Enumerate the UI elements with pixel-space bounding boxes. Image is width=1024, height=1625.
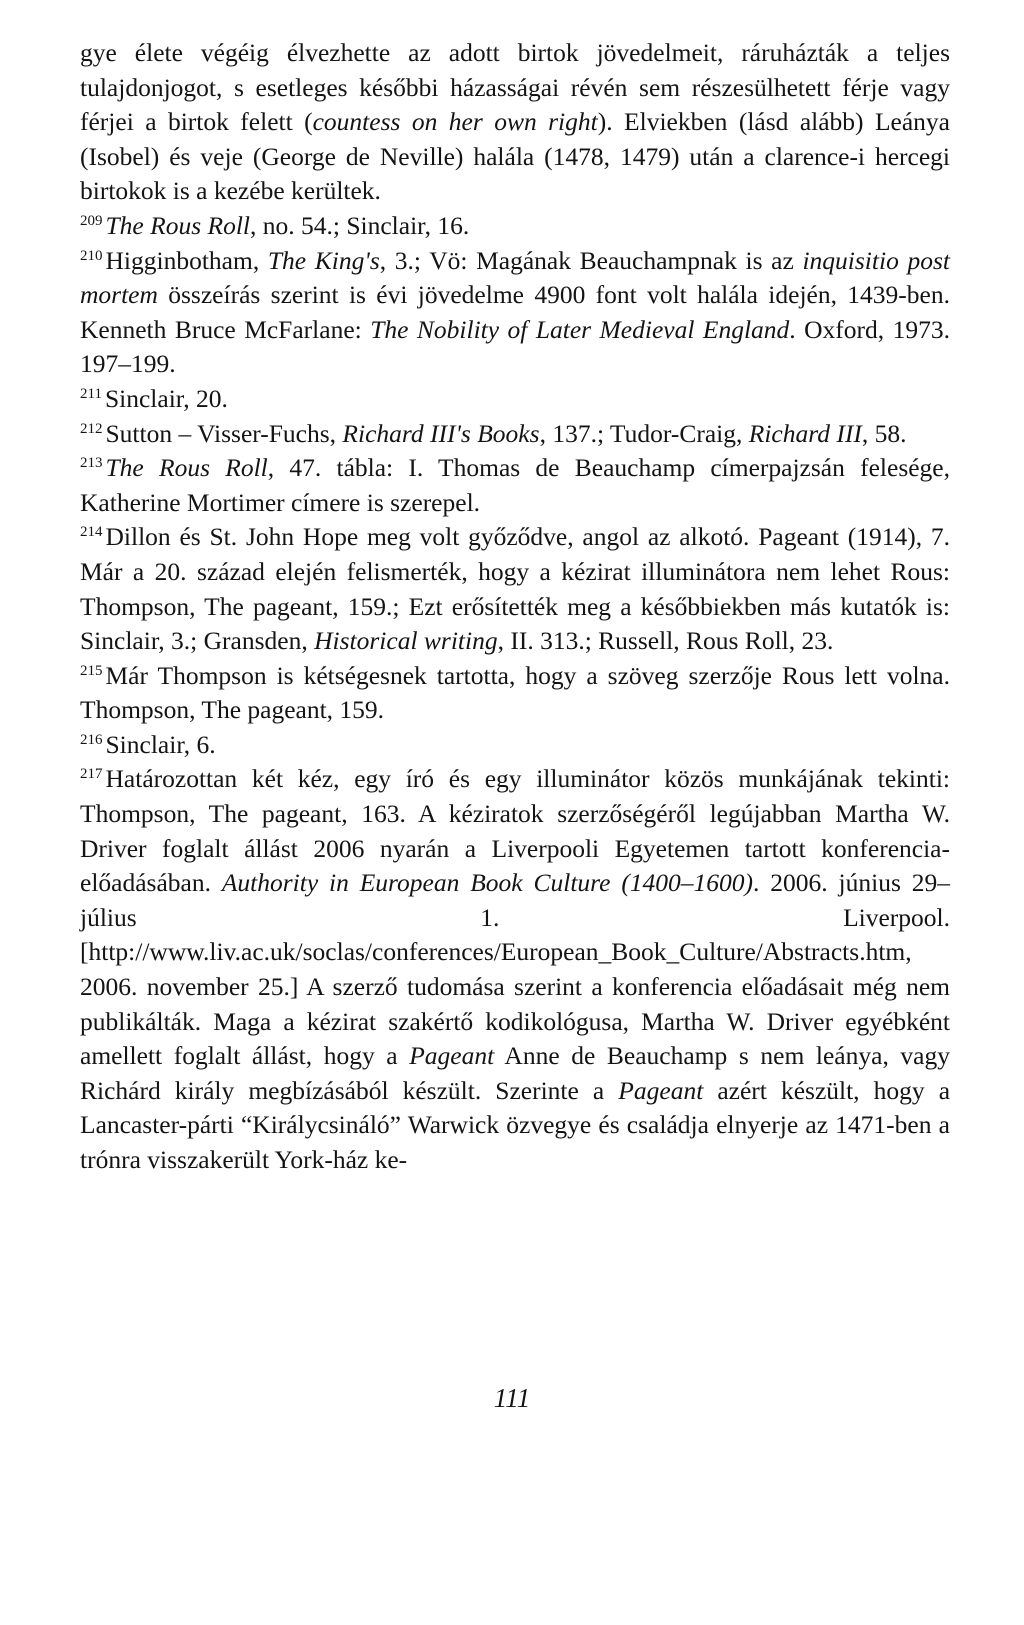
footnote-209: $^{209}$ The Rous Roll, no. 54.; Sinclair, 16. <box>80 210 470 240</box>
footnote-number: 213 <box>80 455 103 472</box>
footnote-216: $^{216}$ Sinclair, 6. <box>80 729 216 759</box>
footnote-number: 212 <box>80 420 103 437</box>
page-number: 111 <box>493 1383 531 1413</box>
footnote-213: $^{213}$ The Rous Roll, 47. tábla: I. Thomas de Beauchamp címerpajzsán felesége, Katherine Mortimer címere is szerepel. <box>80 453 951 517</box>
footnote-214: $^{214}$ Dillon és St. John Hope meg volt győződve, angol az alkotó. Pageant (1914), 7. Már a 20. század elején felismerték, hogy a kézirat illuminátora nem lehet Rous: Thompson, The pageant, 159.; Ezt erősítették meg a későbbiekben más kutatók is: Sinclair, 3.; Gransden, Historical writing, II. 313.; Russell, Rous Roll, 23. <box>80 522 950 656</box>
paragraph-continuation: gye élete végéig élvezhette az adott birtok jövedelmeit, ráruházták a teljes tulajdonjogot, s esetleges későbbi házasságai révén sem részesülhetett férje vagy férjei a birtok felett (countess on her own right). Elviekben (lásd alább) Leánya (Isobel) és veje (George de Neville) halála (1478, 1479) után a clarence-i hercegi birtokok is a kezébe kerültek. <box>80 38 950 206</box>
footnote-number: 215 <box>80 662 103 679</box>
footnote-217: $^{217}$ Határozottan két kéz, egy író és egy illuminátor közös munkájának tekinti: Thompson, The pageant, 163. A kéziratok szerzőségéről legújabban Martha W. Driver foglalt állást 2006 nyarán a Liverpooli Egyetemen tartott konferencia-előadásában. Authority in European Book Culture (1400–1600). 2006. június 29–július 1. Liverpool. [http://www.liv.ac.uk/soclas/conferences/European_Book_Culture/Abstracts.htm, 2006. november 25.] A szerző tudomása szerint a konferencia előadásait még nem publikálták. Maga a kézirat szakértő kodikológusa, Martha W. Driver egyébként amellett foglalt állást, hogy a Pageant Anne de Beauchamp s nem leánya, vagy Richárd király megbízásából készült. Szerinte a Pageant azért készült, hogy a Lancaster-párti “Királycsináló” Warwick özvegye és családja elnyerje az 1471-ben a trónra visszakerült York-ház ke- <box>80 764 951 1174</box>
footnote-number: 210 <box>80 247 103 264</box>
footnote-number: 209 <box>80 212 103 229</box>
footnote-215: $^{215}$ Már Thompson is kétségesnek tartotta, hogy a szöveg szerzője Rous lett volna. Thompson, The pageant, 159. <box>80 660 950 725</box>
footnote-number: 211 <box>80 385 102 402</box>
footnote-210: $^{210}$ Higginbotham, The King's, 3.; Vö: Magának Beauchampnak is az inquisitio post mortem összeírás szerint is évi jövedelme 4900 font volt halála idején, 1439-ben. Kenneth Bruce McFarlane: The Nobility of Later Medieval England. Oxford, 1973. 197–199. <box>80 245 950 379</box>
footnote-number: 216 <box>80 731 103 748</box>
footnote-number: 214 <box>80 524 103 541</box>
footnote-211: $^{211}$ Sinclair, 20. <box>80 383 228 413</box>
page-body <box>80 36 950 1178</box>
footnote-number: 217 <box>80 766 103 783</box>
footnote-212: $^{212}$ Sutton – Visser-Fuchs, Richard III's Books, 137.; Tudor-Craig, Richard III, 58. <box>80 418 907 448</box>
